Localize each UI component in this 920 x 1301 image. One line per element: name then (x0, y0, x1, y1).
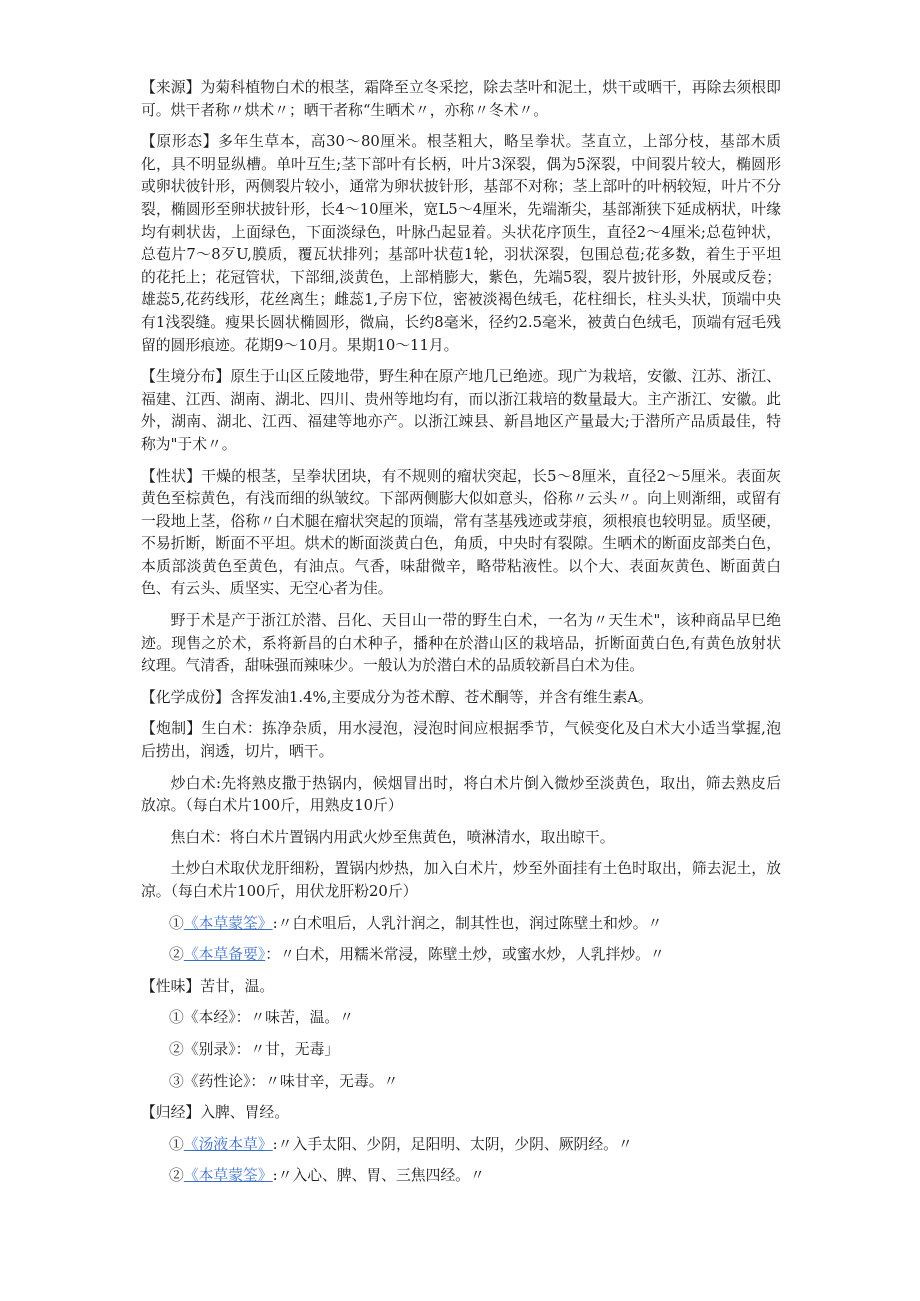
section-source (141, 77, 781, 122)
quote-text: :〃白术咀后，人乳汁润之，制其性也，润过陈壁土和炒。〃 (272, 914, 663, 932)
properties-label: 【性状】 (141, 467, 202, 485)
chemistry-label: 【化学成份】 (141, 688, 230, 706)
processing-quote-1 (141, 913, 781, 936)
processing-label: 【炮制】 (141, 720, 202, 738)
book-link-bencao-mengquan-2[interactable]: 《本草蒙筌》 (183, 1167, 273, 1185)
source-label: 【来源】 (141, 79, 201, 96)
section-habitat (141, 366, 781, 456)
section-taste (141, 976, 781, 999)
book-link-bencao-beiyao[interactable]: 《本草备要》 (183, 946, 266, 964)
source-text: 为菊科植物白术的根茎，霜降至立冬采挖，除去茎叶和泥土，烘干或晒干，再除去须根即可。烘干者称〃烘术〃；晒干者称“生晒术〃，亦称〃冬术〃。 (141, 79, 781, 119)
quote-number: ① (169, 914, 184, 932)
processing-earth-fried: 土炒白术取伏龙肝细粉，置锅内炒热，加入白术片，炒至外面挂有土色时取出，筛去泥土，放凉。（每白术片100斤，用伏龙肝粉20斤） (141, 860, 781, 900)
quote-text: ：〃白术，用糯米常浸，陈壁土炒，或蜜水炒，人乳拌炒。〃 (265, 946, 665, 964)
meridian-label: 【归经】 (141, 1104, 201, 1122)
morphology-text: 多年生草本，高30〜80厘米。根茎粗大，略呈拳状。茎直立，上部分枝，基部木质化，具不明显纵槽。单叶互生;茎下部叶有长柄，叶片3深裂，偶为5深裂，中间裂片较大，椭圆形或卵状彼针形，两侧裂片较小，通常为卵状披针形，基部不对称；茎上部叶的叶柄较短，叶片不分裂，椭圆形至卵状披针形，长4〜10厘米，宽L5〜4厘米，先端渐尖，基部渐狭下延成柄状，叶缘均有刺状齿，上面绿色，下面淡绿色，叶脉凸起显着。头状花序顶生，直径2〜4厘米;总苞钟状，总苞片7〜8歹U,膜质，覆瓦状排列；基部叶状苞1轮，羽状深裂，包围总苞;花多数，着生于平坦的花托上；花冠管状，下部细,淡黄色，上部梢膨大，紫色，先端5裂，裂片披针形，外展或反卷；雄蕊5,花药线形，花丝离生；雌蕊1,子房下位，密被淡褐色绒毛，花柱细长，柱头头状，顶端中央有1浅裂缝。瘦果长圆状椭圆形，微扁，长约8毫米，径约2.5毫米，被黄白色绒毛，顶端有冠毛残留的圆形痕迹。花期9〜10月。果期10〜11月。 (141, 133, 781, 354)
taste-quote-1: ①《本经》：〃味苦，温。〃 (169, 1009, 354, 1027)
habitat-label: 【生境分布】 (141, 368, 231, 386)
book-link-bencao-mengquan[interactable]: 《本草蒙筌》 (183, 914, 273, 932)
section-processing (141, 718, 781, 763)
taste-quote-3: ③《药性论》：〃味甘辛，无毒。〃 (169, 1072, 399, 1090)
processing-charred: 焦白术：将白术片置锅内用武火炒至焦黄色，喷淋清水，取出晾干。 (170, 828, 615, 846)
morphology-label: 【原形态】 (141, 133, 219, 151)
section-morphology (141, 131, 781, 357)
book-link-tangye-bencao[interactable]: 《汤液本草》 (183, 1135, 273, 1153)
quote-number: ② (169, 1167, 184, 1185)
processing-quote-2 (141, 944, 781, 967)
section-meridian (141, 1102, 781, 1125)
taste-quote-2: ②《别录》：〃甘，无毒」 (169, 1040, 340, 1058)
meridian-quote-1 (141, 1134, 781, 1157)
processing-text: 生白术：拣净杂质，用水浸泡，浸泡时间应根据季节，气候变化及白术大小适当掌握,泡后捞出，润透，切片，晒干。 (141, 720, 781, 761)
section-chemistry (141, 687, 781, 710)
processing-fried: 炒白术:先将熟皮撒于热锅内，候烟冒出时，将白术片倒入微炒至淡黄色，取出，筛去熟皮后放凉。（每白术片100斤，用熟皮10斤） (141, 774, 781, 815)
meridian-quote-2 (141, 1165, 781, 1188)
quote-text: :〃入手太阳、少阴，足阳明、太阴，少阴、厥阴经。〃 (272, 1135, 633, 1153)
taste-text: 苦甘，温。 (200, 977, 275, 995)
meridian-text: 入脾、胃经。 (200, 1104, 289, 1122)
taste-label: 【性味】 (141, 977, 201, 995)
quote-text: :〃入心、脾、胃、三焦四经。〃 (272, 1167, 485, 1185)
quote-number: ① (169, 1135, 184, 1153)
properties-paragraph-2: 野于术是产于浙江於潜、吕化、天目山一带的野生白术，一名为〃天生术"，该种商品早巳绝迹。现售之於术，系将新昌的白术种子，播种在於潜山区的栽培品，折断面黄白色,有黄色放射状纹理。气清香，甜味强而辣味少。一般认为於潜白术的品质较新昌白术为佳。 (141, 612, 781, 675)
document-page (141, 77, 781, 1197)
properties-text: 干燥的根茎，呈拳状团块，有不规则的瘤状突起，长5〜8厘米，直径2〜5厘米。表面灰黄色至棕黄色，有浅而细的纵皱纹。下部两侧膨大似如意头，俗称〃云头〃。向上则渐细，或留有一段地上茎，俗称〃白术腿在瘤状突起的顶端，常有茎基残迹或芽痕，须根痕也较明显。质坚硬，不易折断，断面不平坦。烘术的断面淡黄白色，角质，中央时有裂隙。生晒术的断面皮部类白色，本质部淡黄色至黄色，有油点。气香，味甜微辛，略带粘液性。以个大、表面灰黄色、断面黄白色、有云头、质坚实、无空心者为佳。 (141, 467, 781, 598)
habitat-text: 原生于山区丘陵地带，野生种在原产地几已绝迹。现广为栽培，安徽、江苏、浙江、福建、江西、湖南、湖北、四川、贵州等地均有，而以浙江栽培的数量最大。主产浙江、安徽。此外，湖南、湖北、江西、福建等地亦产。以浙江竦县、新昌地区产量最大;于潜所产品质最佳，特称为"于术〃。 (141, 368, 781, 453)
quote-number: ② (169, 946, 184, 964)
chemistry-text: 含挥发油1.4%,主要成分为苍术醇、苍术酮等，并含有维生素A。 (229, 688, 653, 706)
section-properties (141, 466, 781, 602)
